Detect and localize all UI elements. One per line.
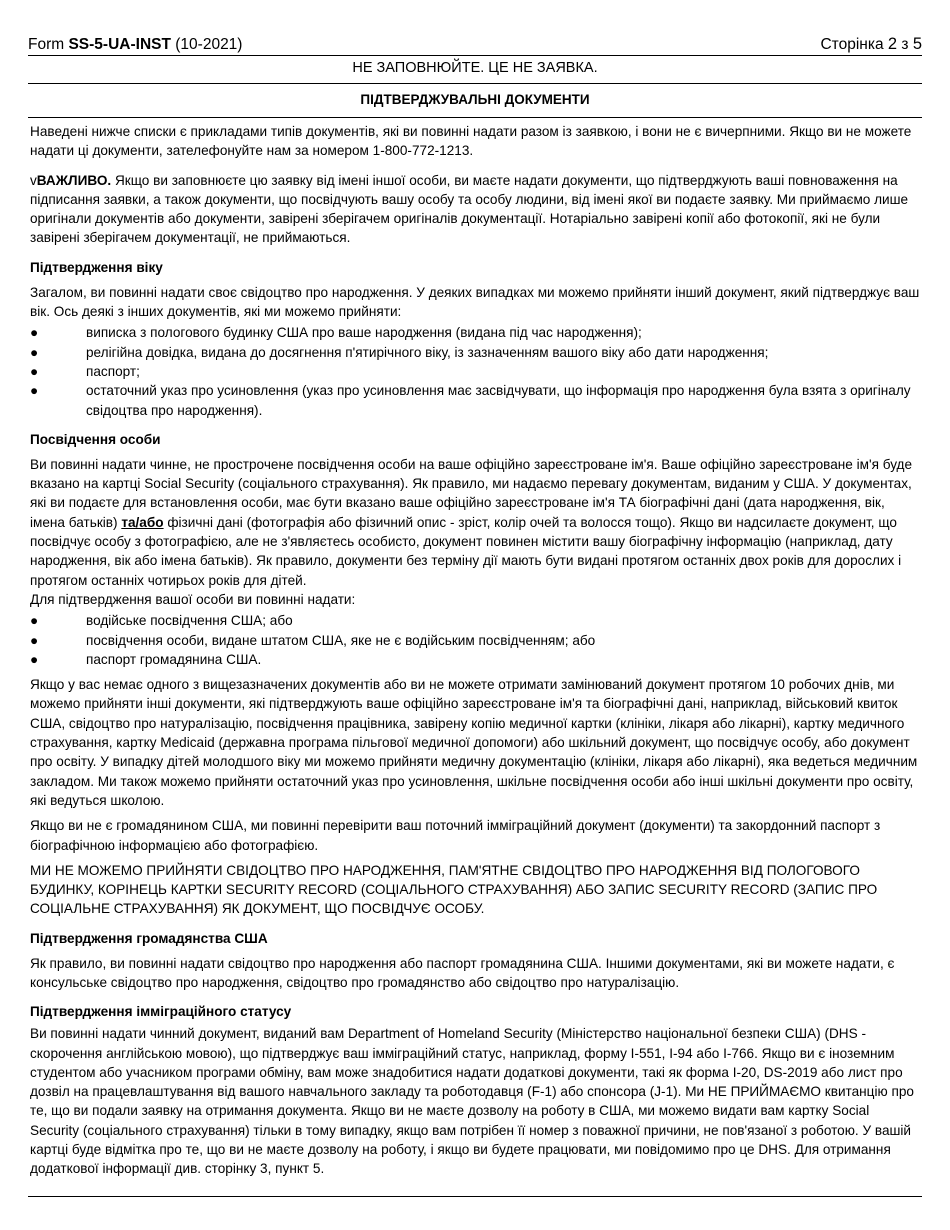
list-item-text: релігійна довідка, видана до досягнення п'ятирічного віку, із зазначенням вашого віку або дати народження; [86, 344, 769, 360]
bullet-icon: ● [30, 383, 39, 399]
section-title: ПІДТВЕРДЖУВАЛЬНІ ДОКУМЕНТИ [360, 92, 590, 107]
page-of: з [897, 36, 913, 53]
identity-list [28, 611, 922, 669]
document-page [28, 34, 922, 1179]
bullet-icon: ● [30, 344, 39, 360]
notice-banner: НЕ ЗАПОВНЮЙТЕ. ЦЕ НЕ ЗАЯВКА. [352, 60, 598, 76]
age-list [28, 323, 922, 419]
list-item [28, 362, 922, 381]
list-item-text: паспорт; [86, 363, 140, 379]
citizenship-heading: Підтвердження громадянства США [30, 930, 268, 946]
list-item [28, 343, 922, 362]
immigration-paragraph: Ви повинні надати чинний документ, виданий вам Department of Homeland Security (Міністерство національної безпеки США) (DHS - скорочення англійською мовою), що підтверджує ваш імміграційний статус, наприклад, форму I-551, I-94 або I-766. Якщо ви є іноземним студентом або учасником програми обміну, вам може знадобитися надати додаткові документи, такі як форма I-20, DS-2019 або лист про дозвіл на працевлаштування від вашого навчального закладу та роботодавця (F-1) або спонсора (J-1). Ми НЕ ПРИЙМАЄМО квитанцію про те, що ви подали заявку на отримання документа. Якщо ви не маєте дозволу на роботу в США, ми можемо видати вам картку Social Security (соціального страхування) тільки в тому випадку, якщо вам потрібен її номер з поважної причини, не пов'язаної з роботою. У вашій картці буде відмітка про те, що ви не маєте дозволу на роботу, і якщо ви будете працювати, ми повідомимо про це DHS. Для отримання додаткової інформації див. сторінку 3, пункт 5. [30, 1026, 914, 1177]
immigration-heading: Підтвердження імміграційного статусу [30, 1004, 292, 1020]
identity-heading: Посвідчення особи [30, 431, 161, 447]
age-paragraph: Загалом, ви повинні надати своє свідоцтво про народження. У деяких випадках ми можемо прийняти інший документ, який підтверджує ваш вік. Ось деякі з інших документів, які ми можемо прийняти: [30, 284, 920, 320]
identity-caution-paragraph: МИ НЕ МОЖЕМО ПРИЙНЯТИ СВІДОЦТВО ПРО НАРОДЖЕННЯ, ПАМ'ЯТНЕ СВІДОЦТВО ПРО НАРОДЖЕННЯ ВІД ПОЛОГОВОГО БУДИНКУ, КОРІНЕЦЬ КАРТКИ SECURITY RECORD (СОЦІАЛЬНОГО СТРАХУВАННЯ) АБО ЗАПИС SECURITY RECORD (ЗАПИС ПРО СОЦІАЛЬНЕ СТРАХУВАННЯ) ЯК ДОКУМЕНТ, ЩО ПОСВІДЧУЄ ОСОБУ. [30, 862, 878, 917]
footer-divider [28, 1196, 922, 1197]
page-indicator [820, 34, 922, 55]
identity-list-intro: Для підтвердження вашої особи ви повинні надати: [30, 591, 356, 607]
important-text: Якщо ви заповнюєте цю заявку від імені іншої особи, ви маєте надати документи, що підтверджують ваші повноваження на підписання заявки, а також документи, що посвідчують вашу особу та особу людини, від імені якої ви подаєте заявку. Ми приймаємо лише оригінали документів або документи, завірені зберігачем оригіналів документації. Нотаріально завірені копії або фотокопії, які не були завірені зберігачем документації, не приймаються. [30, 172, 909, 246]
identity-text-b: фізичні дані (фотографія або фізичний опис - зріст, колір очей та волосся тощо). Якщо ви надсилаєте документ, що посвідчує особу з фотографією, але не з'являєтесь особисто, документ повинен містити вашу біографічну інформацію (наприклад, дату народження, вік або імена батьків). Як правило, документи без терміну дії мають бути видані протягом останніх двох років для дорослих і протягом останніх чотирьох років для дітей. [30, 514, 902, 588]
list-item-text: виписка з пологового будинку США про ваше народження (видана під час народження); [86, 325, 642, 341]
list-item [28, 611, 922, 630]
list-item-text: паспорт громадянина США. [86, 651, 262, 667]
page-label: Сторінка [820, 36, 888, 53]
checkmark-icon: v [30, 172, 37, 188]
page-header [28, 34, 922, 55]
list-item [28, 650, 922, 669]
list-item [28, 631, 922, 650]
list-item-text: водійське посвідчення США; або [86, 613, 293, 629]
list-item [28, 323, 922, 342]
citizenship-paragraph: Як правило, ви повинні надати свідоцтво про народження або паспорт громадянина США. Іншими документами, які ви можете надати, є консульське свідоцтво про народження, свідоцтво про громадянство або свідоцтво про натуралізацію. [30, 955, 895, 990]
bullet-icon: ● [30, 651, 39, 667]
document-body [28, 122, 922, 1179]
intro-paragraph: Наведені нижче списки є прикладами типів документів, які ви повинні надати разом із заявкою, і вони не є вичерпними. Якщо ви не можете надати ці документи, зателефонуйте нам за номером 1-800-772-1213. [30, 124, 912, 159]
title-divider-bottom [28, 117, 922, 118]
list-item-text: остаточний указ про усиновлення (указ про усиновлення має засвідчувати, що інформація про народження була взята з оригіналу свідоцтва про народження). [86, 383, 911, 418]
list-item-text: посвідчення особи, видане штатом США, яке не є водійським посвідченням; або [86, 632, 596, 648]
identity-text-a: Ви повинні надати чинне, не прострочене посвідчення особи на ваше офіційно зареєстроване ім'я. Ваше офіційно зареєстроване ім'я буде вказано на картці Social Security (соціального страхування). Як правило, ми надаємо перевагу документам, виданим у США. У документах, які ви подаєте для встановлення особи, має бути вказано ваше офіційно зареєстроване ім'я ТА біографічні дані (дата народження, вік, імена батьків) [30, 456, 913, 530]
list-item [28, 381, 922, 420]
bullet-icon: ● [30, 613, 39, 629]
identity-paragraph [28, 455, 922, 590]
form-id [28, 35, 242, 55]
important-label: ВАЖЛИВО. [36, 172, 112, 188]
bullet-icon: ● [30, 363, 39, 379]
form-date: (10-2021) [170, 36, 243, 53]
bullet-icon: ● [30, 632, 39, 648]
important-paragraph [28, 171, 922, 248]
identity-alternatives-paragraph: Якщо у вас немає одного з вищезазначених документів або ви не можете отримати замінюваний документ протягом 10 робочих днів, ми можемо прийняти інші документи, які підтверджують ваше офіційно зареєстроване ім'я та біографічні дані, наприклад, військовий квиток США, свідоцтво про натуралізацію, посвідчення працівника, завірену копію медичної картки (клініки, лікаря або лікарні), картку медичного страхування, картку Medicaid (державна програма пільгової медичної допомоги) або шкільний документ, що посвідчує особу, або документ про освіту. У випадку дітей молодшого віку ми можемо прийняти медичну документацію (клініки, лікаря або лікарні), яка ведеться медичним закладом. Ми також можемо прийняти остаточний указ про усиновлення, шкільне посвідчення особи або інші шкільні документи про освіту, які ведуться школою. [30, 677, 918, 808]
page-number: 2 [887, 35, 898, 53]
identity-emphasis: та/або [121, 514, 164, 530]
bullet-icon: ● [30, 325, 39, 341]
form-code: SS-5-UA-INST [68, 36, 171, 53]
form-prefix: Form [28, 36, 69, 53]
page-total: 5 [912, 35, 922, 53]
age-heading: Підтвердження віку [30, 259, 163, 275]
identity-noncitizen-paragraph: Якщо ви не є громадянином США, ми повинні перевірити ваш поточний імміграційний документ (документи) та закордонний паспорт з біографічною інформацією або фотографією. [30, 818, 881, 853]
